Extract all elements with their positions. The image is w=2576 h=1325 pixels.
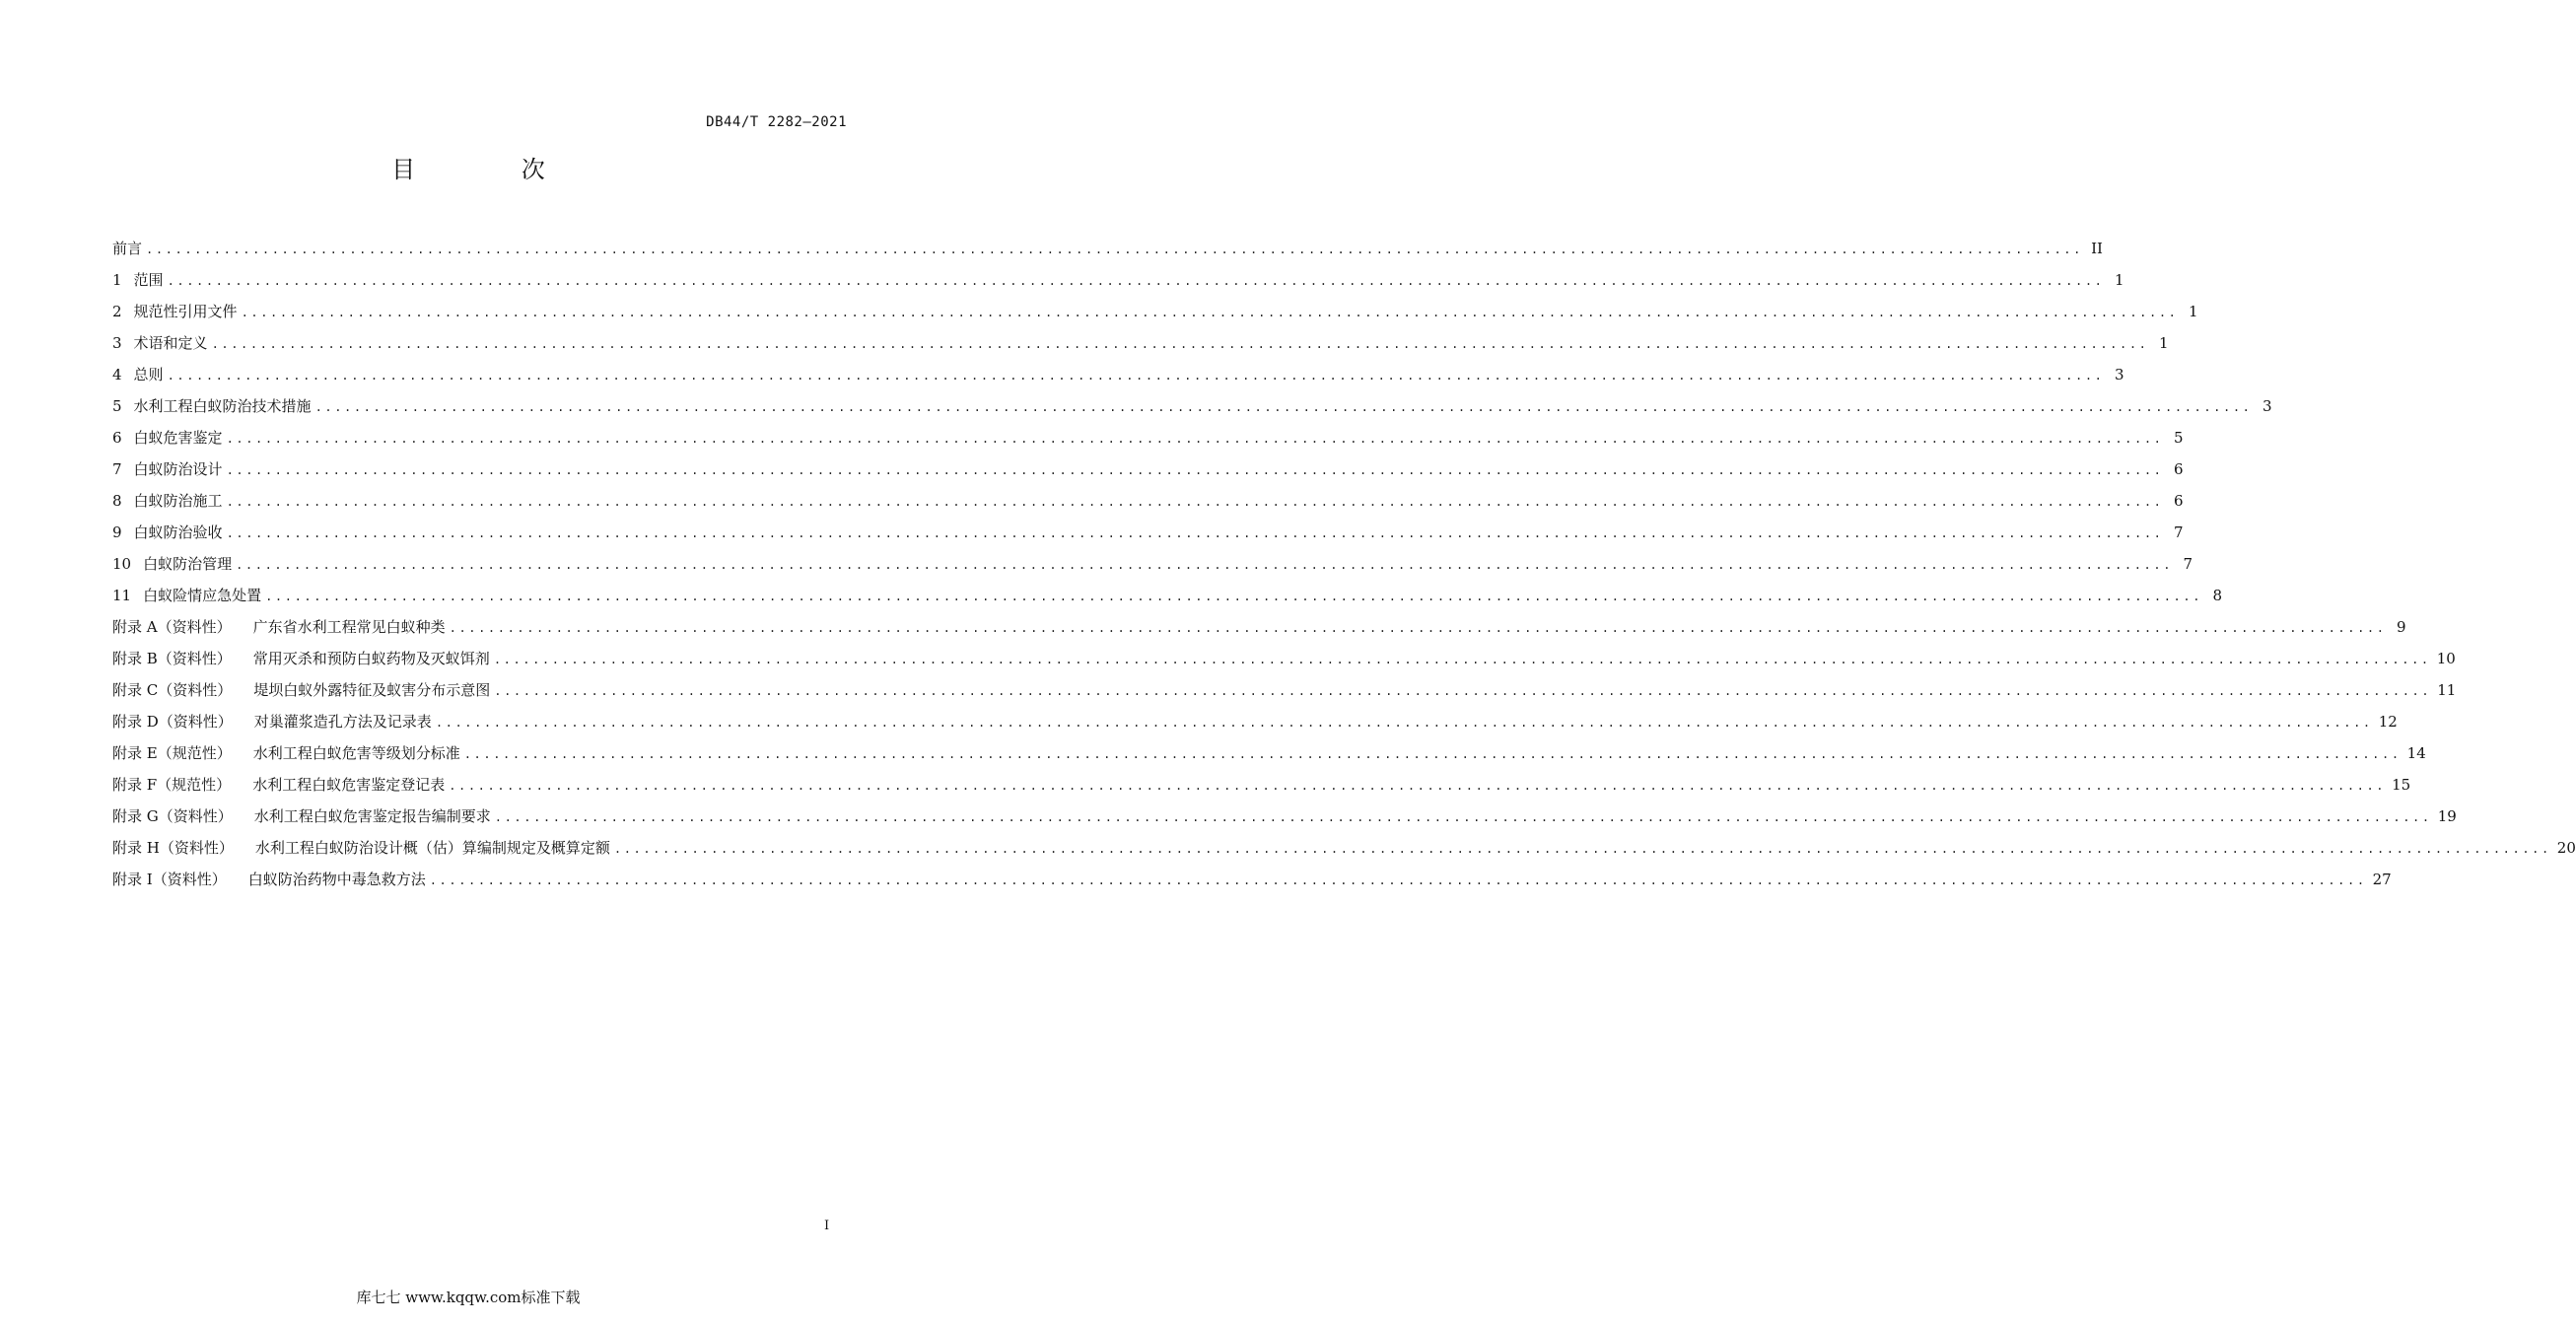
toc-page-number: 3 <box>2114 366 2124 384</box>
toc-entry-label <box>112 485 223 517</box>
toc-leader-dots: ........................................................................................................................................................................................................ <box>429 873 2367 887</box>
toc-entry[interactable] <box>112 737 2426 769</box>
toc-entry-label <box>112 611 446 643</box>
toc-page-number: 15 <box>2392 776 2411 794</box>
toc-page-number: 20 <box>2556 839 2576 857</box>
toc-entry[interactable] <box>112 706 2398 737</box>
document-code: DB44/T 2282—2021 <box>706 114 847 130</box>
toc-appendix-prefix: 附录 G（资料性） <box>112 807 233 825</box>
toc-entry[interactable] <box>112 485 2184 517</box>
toc-leader-dots: ........................................................................................................................................................................................................ <box>463 747 2402 761</box>
toc-appendix-prefix: 附录 F（规范性） <box>112 776 232 794</box>
toc-entry[interactable] <box>112 233 2103 264</box>
toc-entry[interactable] <box>112 296 2198 327</box>
toc-entry[interactable] <box>112 580 2223 611</box>
toc-page-number: 5 <box>2173 429 2184 447</box>
toc-page-number: 12 <box>2378 713 2398 731</box>
toc-entry-title: 白蚁防治验收 <box>133 523 223 541</box>
toc-entry-title: 水利工程白蚁防治设计概（估）算编制规定及概算定额 <box>254 839 610 857</box>
toc-section-number: 2 <box>112 303 122 320</box>
toc-appendix-prefix: 附录 I（资料性） <box>112 871 227 888</box>
toc-leader-dots: ........................................................................................................................................................................................................ <box>236 558 2174 572</box>
toc-entry[interactable] <box>112 548 2193 580</box>
toc-leader-dots: ........................................................................................................................................................................................................ <box>211 337 2149 351</box>
toc-entry[interactable] <box>112 422 2184 453</box>
toc-entry[interactable] <box>112 611 2406 643</box>
toc-entry-title: 水利工程白蚁危害鉴定登记表 <box>252 776 446 794</box>
toc-section-number: 6 <box>112 429 122 447</box>
toc-entry-title: 水利工程白蚁危害等级划分标准 <box>252 744 460 762</box>
toc-page-number: II <box>2091 240 2103 257</box>
toc-entry[interactable] <box>112 327 2169 359</box>
toc-entry[interactable] <box>112 864 2392 895</box>
toc-page-number: 3 <box>2262 397 2272 415</box>
toc-leader-dots: ........................................................................................................................................................................................................ <box>493 653 2431 666</box>
toc-page-number: 8 <box>2212 587 2223 604</box>
toc-entry[interactable] <box>112 769 2411 801</box>
toc-leader-dots: ........................................................................................................................................................................................................ <box>226 463 2164 477</box>
toc-entry-title: 白蚁危害鉴定 <box>133 429 223 447</box>
toc-entry-label <box>112 706 432 737</box>
toc-leader-dots: ........................................................................................................................................................................................................ <box>265 590 2203 603</box>
table-of-contents <box>112 233 2576 895</box>
toc-entry-title: 堤坝白蚁外露特征及蚁害分布示意图 <box>253 681 491 699</box>
toc-section-number: 9 <box>112 523 122 541</box>
toc-leader-dots: ........................................................................................................................................................................................................ <box>314 400 2253 414</box>
toc-entry-label <box>112 327 208 359</box>
toc-page-number: 9 <box>2397 618 2406 636</box>
toc-page-number: 6 <box>2173 460 2184 478</box>
toc-section-number: 1 <box>112 271 122 289</box>
toc-entry-title: 水利工程白蚁危害鉴定报告编制要求 <box>253 807 491 825</box>
footer-watermark-text: 库七七 www.kqqw.com标准下载 <box>356 1289 581 1306</box>
toc-leader-dots: ........................................................................................................................................................................................................ <box>494 810 2432 824</box>
toc-leader-dots: ........................................................................................................................................................................................................ <box>449 779 2387 793</box>
toc-page-number: 1 <box>2158 334 2169 352</box>
toc-entry-label <box>112 643 490 674</box>
toc-entry-label <box>112 864 426 895</box>
toc-entry[interactable] <box>112 359 2124 390</box>
toc-leader-dots: ........................................................................................................................................................................................................ <box>146 243 2083 256</box>
toc-entry-title: 前言 <box>112 240 143 257</box>
toc-entry-label <box>112 769 445 801</box>
toc-entry-label <box>112 548 232 580</box>
toc-section-number: 8 <box>112 492 122 510</box>
toc-entry-title: 白蚁防治设计 <box>133 460 223 478</box>
toc-leader-dots: ........................................................................................................................................................................................................ <box>167 369 2105 383</box>
toc-leader-dots: ........................................................................................................................................................................................................ <box>435 716 2373 730</box>
toc-entry[interactable] <box>112 801 2457 832</box>
toc-entry[interactable] <box>112 264 2124 296</box>
toc-appendix-prefix: 附录 B（资料性） <box>112 650 232 667</box>
toc-section-number: 3 <box>112 334 122 352</box>
toc-leader-dots: ........................................................................................................................................................................................................ <box>494 684 2432 698</box>
toc-page-number: 10 <box>2436 650 2456 667</box>
toc-page-number: 1 <box>2188 303 2198 320</box>
toc-page-number: 27 <box>2372 871 2392 888</box>
toc-entry-label <box>112 801 491 832</box>
toc-entry-title: 总则 <box>133 366 164 384</box>
toc-entry[interactable] <box>112 832 2576 864</box>
toc-page-number: 7 <box>2173 523 2184 541</box>
toc-appendix-prefix: 附录 D（资料性） <box>112 713 233 731</box>
toc-page-number: 14 <box>2406 744 2426 762</box>
toc-entry-label <box>112 359 164 390</box>
toc-appendix-prefix: 附录 H（资料性） <box>112 839 234 857</box>
toc-entry-title: 规范性引用文件 <box>133 303 238 320</box>
page-title: 目 次 <box>391 156 594 183</box>
toc-entry-title: 白蚁防治施工 <box>133 492 223 510</box>
toc-leader-dots: ........................................................................................................................................................................................................ <box>167 274 2105 288</box>
toc-entry-label <box>112 453 223 485</box>
toc-section-number: 5 <box>112 397 122 415</box>
toc-entry-label <box>112 264 164 296</box>
toc-leader-dots: ........................................................................................................................................................................................................ <box>226 495 2164 509</box>
toc-entry-title: 广东省水利工程常见白蚁种类 <box>252 618 446 636</box>
toc-entry-title: 白蚁防治药物中毒急救方法 <box>247 871 426 888</box>
toc-page-number: 7 <box>2183 555 2193 573</box>
toc-leader-dots: ........................................................................................................................................................................................................ <box>241 306 2179 319</box>
toc-leader-dots: ........................................................................................................................................................................................................ <box>613 842 2551 856</box>
toc-page-number: 11 <box>2437 681 2457 699</box>
toc-entry-title: 水利工程白蚁防治技术措施 <box>133 397 312 415</box>
toc-section-number: 4 <box>112 366 122 384</box>
toc-leader-dots: ........................................................................................................................................................................................................ <box>449 621 2387 635</box>
toc-appendix-prefix: 附录 C（资料性） <box>112 681 233 699</box>
toc-entry-label <box>112 737 460 769</box>
toc-appendix-prefix: 附录 A（资料性） <box>112 618 232 636</box>
toc-entry-label <box>112 580 261 611</box>
toc-entry-label <box>112 832 610 864</box>
toc-page-number: 1 <box>2114 271 2124 289</box>
page-number: I <box>824 1219 830 1233</box>
toc-page-number: 6 <box>2173 492 2184 510</box>
toc-entry-label <box>112 233 142 264</box>
toc-entry-title: 白蚁险情应急处置 <box>143 587 262 604</box>
toc-entry-title: 术语和定义 <box>133 334 208 352</box>
toc-entry-title: 常用灭杀和预防白蚁药物及灭蚁饵剂 <box>252 650 490 667</box>
toc-entry[interactable] <box>112 674 2457 706</box>
toc-entry-title: 对巢灌浆造孔方法及记录表 <box>253 713 432 731</box>
toc-leader-dots: ........................................................................................................................................................................................................ <box>226 526 2164 540</box>
toc-entry-title: 范围 <box>133 271 164 289</box>
toc-entry-label <box>112 296 238 327</box>
toc-section-number: 11 <box>112 587 132 604</box>
toc-appendix-prefix: 附录 E（规范性） <box>112 744 232 762</box>
toc-entry[interactable] <box>112 390 2272 422</box>
toc-entry[interactable] <box>112 517 2184 548</box>
toc-entry-label <box>112 674 490 706</box>
toc-entry-label <box>112 517 223 548</box>
toc-entry[interactable] <box>112 643 2456 674</box>
toc-entry-title: 白蚁防治管理 <box>143 555 233 573</box>
toc-leader-dots: ........................................................................................................................................................................................................ <box>226 432 2164 446</box>
toc-section-number: 7 <box>112 460 122 478</box>
toc-section-number: 10 <box>112 555 132 573</box>
toc-entry-label <box>112 422 223 453</box>
toc-entry-label <box>112 390 312 422</box>
toc-entry[interactable] <box>112 453 2184 485</box>
toc-page-number: 19 <box>2437 807 2457 825</box>
